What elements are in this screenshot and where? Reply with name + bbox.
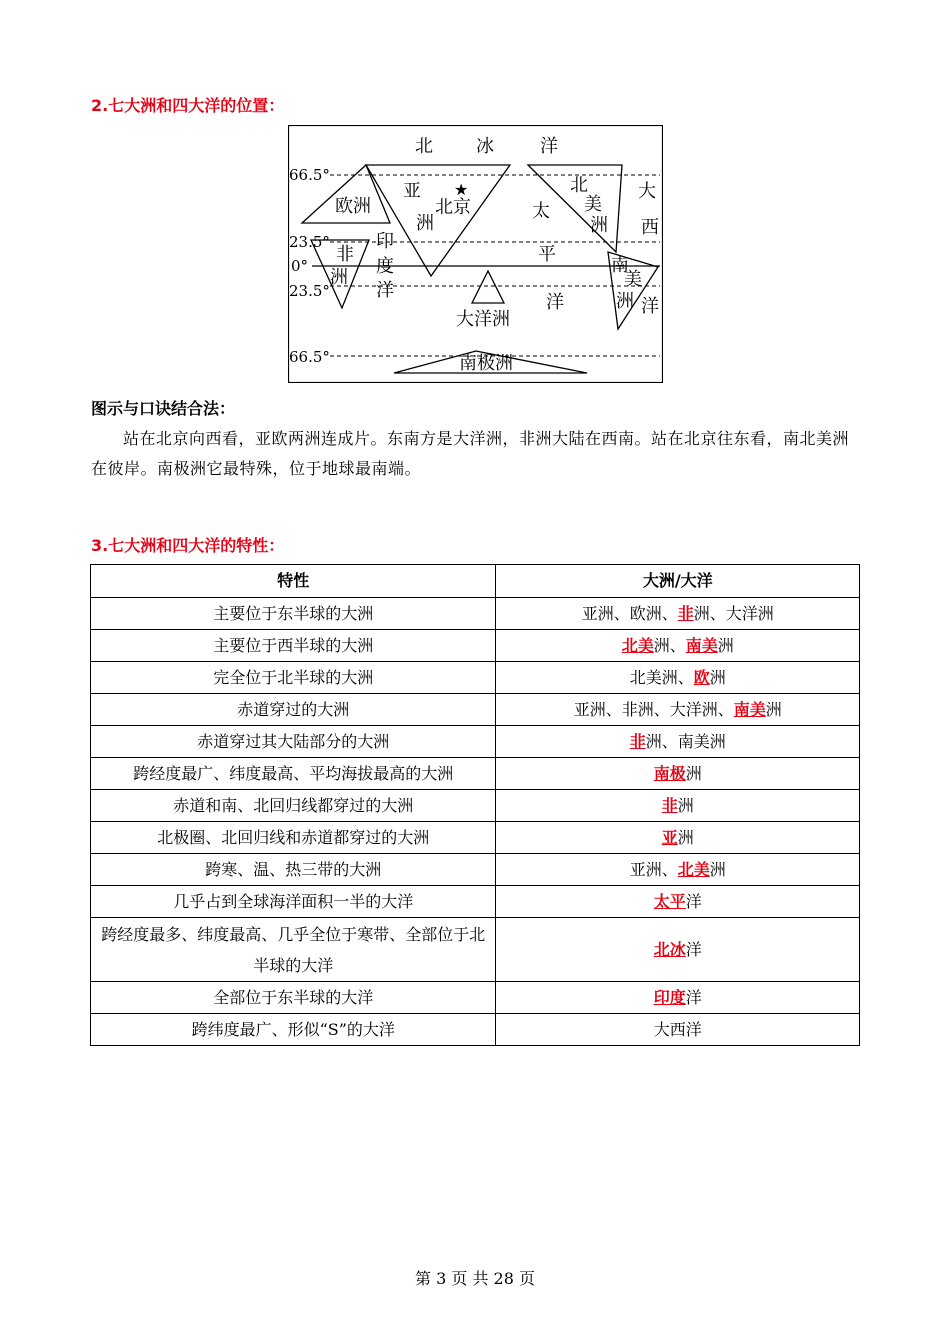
mnemonic-paragraph: 站在北京向西看，亚欧两洲连成片。东南方是大洋洲，非洲大陆在西南。站在北京往东看，南北美洲在彼岸。南极洲它最特殊，位于地球最南端。 xyxy=(91,429,850,478)
north-america-char-2: 美 xyxy=(584,194,602,215)
continents-oceans-diagram xyxy=(288,125,663,383)
north-america-char-3: 洲 xyxy=(590,215,608,236)
answer-text: 亚洲、 xyxy=(629,859,678,879)
table-row xyxy=(91,918,860,982)
feature-cell: 赤道和南、北回归线都穿过的大洲 xyxy=(91,790,496,822)
south-america-char-1: 南 xyxy=(611,255,629,276)
antarctica-label: 南极洲 xyxy=(459,353,513,374)
table-row xyxy=(91,758,860,790)
answer-text: 北美洲、 xyxy=(629,667,694,687)
answer-text: 洲 xyxy=(677,795,694,815)
table-row xyxy=(91,790,860,822)
answer-highlight: 南极 xyxy=(653,763,686,783)
indian-char-1: 印 xyxy=(376,231,394,252)
answer-text: 亚洲、欧洲、 xyxy=(581,603,678,623)
answer-text: 洋 xyxy=(685,940,702,959)
answer-cell xyxy=(496,630,860,662)
section-2-title: 2.七大洲和四大洋的位置： xyxy=(91,96,285,115)
answer-highlight: 非 xyxy=(677,603,694,623)
answer-text: 洲 xyxy=(685,763,702,783)
pacific-char-1: 太 xyxy=(532,201,550,222)
answer-highlight: 亚 xyxy=(661,827,678,847)
page-footer: 第 3 页 共 28 页 xyxy=(415,1269,535,1288)
arctic-char-1: 北 xyxy=(415,136,433,157)
feature-cell: 主要位于东半球的大洲 xyxy=(91,598,496,630)
indian-char-3: 洋 xyxy=(376,280,394,301)
answer-text: 洲、南美洲 xyxy=(645,731,726,751)
answer-highlight: 印度 xyxy=(653,987,686,1007)
answer-cell xyxy=(496,982,860,1014)
answer-cell xyxy=(496,854,860,886)
answer-text: 洲 xyxy=(709,667,726,687)
lat-label-south-tropic: 23.5° xyxy=(289,282,330,300)
table-row xyxy=(91,694,860,726)
method-title: 图示与口诀结合法： xyxy=(91,399,236,418)
feature-cell: 跨纬度最广、形似“S”的大洋 xyxy=(91,1014,496,1046)
beijing-label: 北京 xyxy=(435,197,471,218)
feature-cell: 完全位于北半球的大洲 xyxy=(91,662,496,694)
answer-highlight: 南美 xyxy=(733,699,766,719)
feature-cell: 主要位于西半球的大洲 xyxy=(91,630,496,662)
answer-text: 亚洲、非洲、大洋洲、 xyxy=(573,699,734,719)
table-row xyxy=(91,662,860,694)
table-row xyxy=(91,854,860,886)
answer-cell xyxy=(496,886,860,918)
answer-cell xyxy=(496,1014,860,1046)
atlantic-char-2: 西 xyxy=(641,217,659,238)
feature-cell: 全部位于东半球的大洋 xyxy=(91,982,496,1014)
answer-highlight: 非 xyxy=(661,795,678,815)
europe-label: 欧洲 xyxy=(335,196,371,217)
answer-cell xyxy=(496,822,860,854)
table-row xyxy=(91,822,860,854)
table-header-row xyxy=(91,565,860,598)
answer-text: 洋 xyxy=(685,891,702,911)
answer-cell xyxy=(496,662,860,694)
indian-char-2: 度 xyxy=(376,256,394,277)
answer-text: 洋 xyxy=(685,987,702,1007)
answer-cell xyxy=(496,726,860,758)
arctic-char-3: 洋 xyxy=(540,136,558,157)
answer-highlight: 南美 xyxy=(685,635,718,655)
arctic-char-2: 冰 xyxy=(476,136,494,157)
answer-text: 洲、 xyxy=(653,635,686,655)
answer-cell xyxy=(496,918,860,982)
answer-highlight: 欧 xyxy=(693,667,710,687)
answer-text: 洲、大洋洲 xyxy=(693,603,774,623)
table-row xyxy=(91,630,860,662)
africa-char-2: 洲 xyxy=(330,267,348,288)
table-row xyxy=(91,982,860,1014)
africa-char-1: 非 xyxy=(336,244,354,265)
answer-text: 洲 xyxy=(717,635,734,655)
header-answer: 大洲/大洋 xyxy=(496,565,860,598)
south-america-char-3: 洲 xyxy=(616,291,634,312)
answer-cell xyxy=(496,694,860,726)
pacific-char-3: 洋 xyxy=(546,292,564,313)
answer-highlight: 北美 xyxy=(677,859,710,879)
asia-char-1: 亚 xyxy=(403,181,421,202)
lat-label-north-tropic: 23.5° xyxy=(289,233,330,251)
pacific-char-2: 平 xyxy=(538,244,556,265)
north-america-char-1: 北 xyxy=(570,175,588,196)
feature-cell: 赤道穿过其大陆部分的大洲 xyxy=(91,726,496,758)
answer-text: 洲 xyxy=(677,827,694,847)
section-3-title: 3.七大洲和四大洋的特性： xyxy=(91,536,285,555)
answer-text: 洲 xyxy=(765,699,782,719)
answer-cell xyxy=(496,598,860,630)
feature-cell: 跨经度最广、纬度最高、平均海拔最高的大洲 xyxy=(91,758,496,790)
lat-label-south-polar: 66.5° xyxy=(289,348,330,366)
answer-highlight: 太平 xyxy=(653,891,686,911)
feature-cell: 赤道穿过的大洲 xyxy=(91,694,496,726)
header-feature: 特性 xyxy=(91,565,496,598)
table-row xyxy=(91,886,860,918)
table-row xyxy=(91,1014,860,1046)
feature-cell: 跨寒、温、热三带的大洲 xyxy=(91,854,496,886)
asia-char-2: 洲 xyxy=(416,213,434,234)
feature-cell: 跨经度最多、纬度最高、几乎全位于寒带、全部位于北半球的大洋 xyxy=(91,918,496,982)
answer-text: 大西洋 xyxy=(653,1019,702,1039)
lat-label-equator: 0° xyxy=(291,257,309,275)
atlantic-char-3: 洋 xyxy=(641,296,659,317)
answer-highlight: 非 xyxy=(629,731,646,751)
answer-highlight: 北美 xyxy=(621,635,654,655)
feature-cell: 几乎占到全球海洋面积一半的大洋 xyxy=(91,886,496,918)
south-america-char-2: 美 xyxy=(624,269,642,290)
answer-cell xyxy=(496,790,860,822)
table-row xyxy=(91,598,860,630)
atlantic-char-1: 大 xyxy=(638,181,656,202)
feature-cell: 北极圈、北回归线和赤道都穿过的大洲 xyxy=(91,822,496,854)
characteristics-table xyxy=(90,564,860,1046)
answer-highlight: 北冰 xyxy=(653,940,686,959)
answer-text: 洲 xyxy=(709,859,726,879)
lat-label-north-polar: 66.5° xyxy=(289,166,330,184)
table-row xyxy=(91,726,860,758)
oceania-label: 大洋洲 xyxy=(456,309,510,330)
beijing-star-icon: ★ xyxy=(454,180,469,199)
table-body xyxy=(91,598,860,1046)
answer-cell xyxy=(496,758,860,790)
